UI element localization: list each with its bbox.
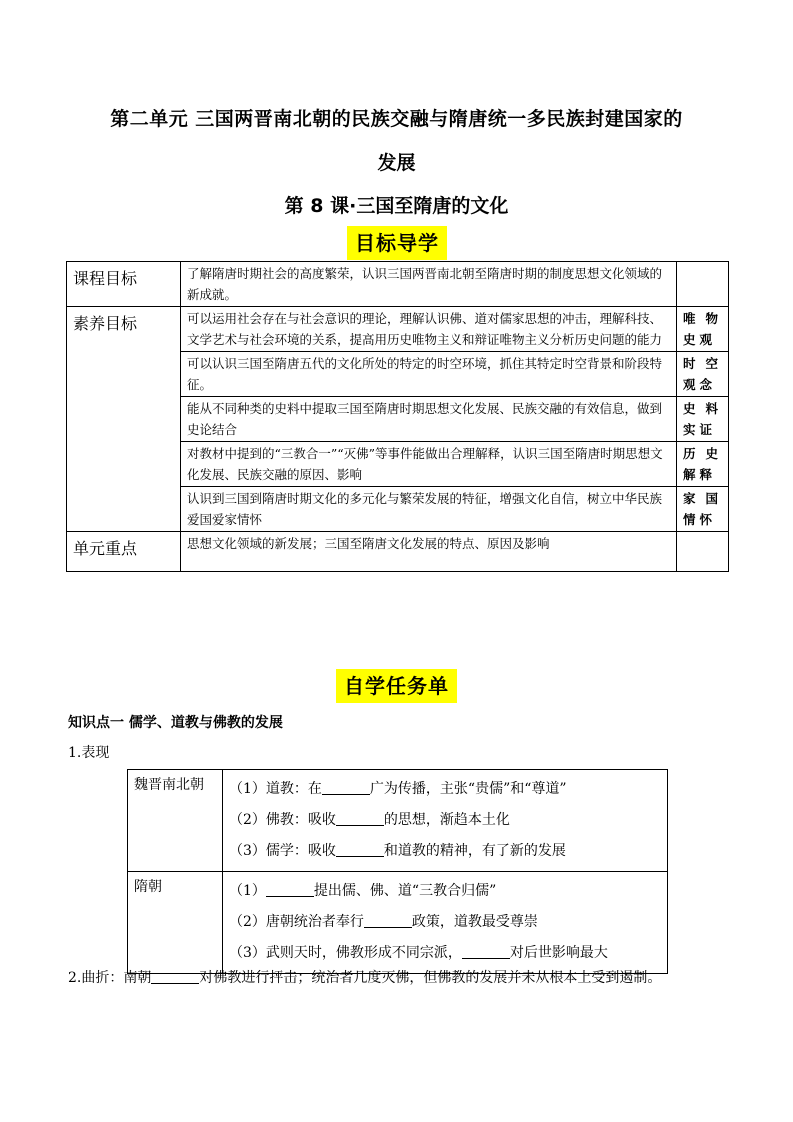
- list-item: （3）武则天时，佛教形成不同宗派， 对后世影响最大: [229, 938, 661, 969]
- table-row: [128, 872, 668, 974]
- literacy-goal-tag: 唯物史观: [677, 307, 729, 352]
- fill-blank[interactable]: [364, 911, 412, 928]
- knowledge-table: [127, 769, 668, 974]
- era-content: [223, 770, 668, 872]
- literacy-goal-tag: 家国情怀: [677, 487, 729, 532]
- goals-table: [66, 261, 729, 572]
- fill-blank[interactable]: [266, 880, 314, 897]
- list-item: （1） 提出儒、佛、道“三教合归儒”: [229, 876, 661, 907]
- literacy-goal-text: 认识到三国到隋唐时期文化的多元化与繁荣发展的特征，增强文化自信，树立中华民族爱国爱家情怀: [181, 487, 677, 532]
- table-row: [67, 262, 729, 307]
- unit-focus-tag: [677, 532, 729, 572]
- course-goal-tag: [677, 262, 729, 307]
- fill-blank[interactable]: [322, 778, 370, 795]
- unit-title-line2: 发展: [377, 152, 416, 174]
- literacy-goal-label: 素养目标: [67, 307, 181, 532]
- lesson-title: 第 8 课·三国至隋唐的文化: [284, 195, 509, 217]
- course-goal-label: 课程目标: [67, 262, 181, 307]
- literacy-goal-tag: 时空观念: [677, 352, 729, 397]
- goals-banner: 目标导学: [347, 226, 447, 260]
- list-item: （2）唐朝统治者奉行 政策，道教最受尊崇: [229, 907, 661, 938]
- fill-blank[interactable]: [151, 967, 199, 984]
- literacy-goal-text: 能从不同种类的史料中提取三国至隋唐时期思想文化发展、民族交融的有效信息，做到史论结合: [181, 397, 677, 442]
- literacy-goal-tag: 史料实证: [677, 397, 729, 442]
- literacy-goal-text: 可以认识三国至隋唐五代的文化所处的特定的时空环境，抓住其特定时空背景和阶段特征。: [181, 352, 677, 397]
- knowledge-heading: 知识点一 儒学、道教与佛教的发展: [68, 715, 283, 731]
- fill-blank[interactable]: [462, 942, 510, 959]
- list-item: （3）儒学：吸收 和道教的精神，有了新的发展: [229, 836, 661, 867]
- era-label: 隋朝: [128, 872, 223, 974]
- table-row: [128, 770, 668, 872]
- tasks-banner: 自学任务单: [336, 669, 457, 703]
- era-content: [223, 872, 668, 974]
- section-label: 1.表现: [68, 745, 110, 761]
- list-item: （2）佛教：吸收 的思想，渐趋本土化: [229, 805, 661, 836]
- table-row: [67, 307, 729, 352]
- unit-title-line1: 第二单元 三国两晋南北朝的民族交融与隋唐统一多民族封建国家的: [110, 108, 683, 130]
- unit-focus-text: 思想文化领域的新发展；三国至隋唐文化发展的特点、原因及影响: [181, 532, 677, 572]
- literacy-goal-text: 可以运用社会存在与社会意识的理论，理解认识佛、道对儒家思想的冲击，理解科技、文学艺术与社会环境的关系，提高用历史唯物主义和辩证唯物主义分析历史问题的能力: [181, 307, 677, 352]
- fill-blank[interactable]: [336, 809, 384, 826]
- literacy-goal-text: 对教材中提到的“三教合一”“灭佛”等事件能做出合理解释，认识三国至隋唐时期思想文化发展、民族交融的原因、影响: [181, 442, 677, 487]
- era-label: 魏晋南北朝: [128, 770, 223, 872]
- table-row: [67, 532, 729, 572]
- unit-focus-label: 单元重点: [67, 532, 181, 572]
- list-item: （1）道教：在 广为传播，主张“贵儒”和“尊道”: [229, 774, 661, 805]
- course-goal-text: 了解隋唐时期社会的高度繁荣，认识三国两晋南北朝至隋唐时期的制度思想文化领域的新成就。: [181, 262, 677, 307]
- literacy-goal-tag: 历史解释: [677, 442, 729, 487]
- fill-blank[interactable]: [336, 840, 384, 857]
- paragraph: 2.曲折：南朝 对佛教进行抨击；统治者几度灭佛，但佛教的发展并未从根本上受到遏制。: [68, 962, 728, 994]
